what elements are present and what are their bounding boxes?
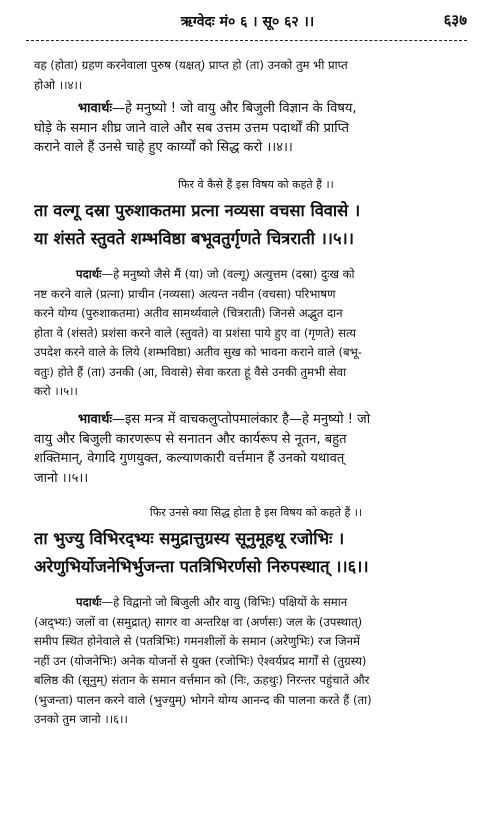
mantra-line: ता वल्गू दस्रा पुरुशाकतमा प्रत्ना नव्यसा वचसा विवासे । [34,201,361,220]
text-line: नहीं उन (योजनेभिः) अनेक योजनों से युक्त (रजोभिः) ऐश्वर्यप्रद मार्गों से (तुग्रस्य) [34,653,367,668]
text-line: भावार्थः—हे मनुष्यो ! जो वायु और बिजुली विज्ञान के विषय, [78,101,357,116]
mantra-line: या शंसते स्तुवते शम्भविष्ठा बभूवतुर्गृणते चित्रराती ।।५।। [34,229,354,248]
mantra-line: ता भुज्यु विभिरद्भ्यः समुद्रात्तुग्रस्य सूनुमूहथू रजोभिः । [34,529,345,548]
header-rule [26,40,467,41]
padartha-paragraph [34,593,478,730]
text-line: वतुः) होते हैं (ता) उनकी (आ, विवासे) सेवा करता हूं वैसे उनकी तुमभी सेवा [34,364,347,379]
text-line: होओ ।।४।। [34,77,83,92]
text-line: जानो ।।५।। [34,470,89,486]
text-line: उनको तुम जानो ।।६।। [34,712,128,726]
text-line: करने योग्य (पुरुशाकतमा) अतीव सामर्थ्यवाले (चित्रराती) जिनसे अद्भुत दान [34,306,343,320]
text-line: भावार्थः—इस मन्त्र में वाचकलुप्तोपमालंकार है—हे मनुष्यो ! जो [78,412,371,427]
opening-paragraph [34,56,478,95]
text-line: वह (होता) ग्रहण करनेवाला पुरुष (यक्षत्) प्राप्त हो (ता) उनको तुम भी प्राप्त [34,58,348,72]
text-line: (भुजन्ता) पालन करने वाले (भुज्युम्) भोगने योग्य आनन्द की पालना करते हैं (ता) [34,692,372,707]
padartha-label: पदार्थः [76,267,102,281]
bhavartha-paragraph [34,99,478,158]
text-line: (अद्भ्यः) जलों वा (समुद्रात्) सागर वा अन्तरिक्ष वा (अर्णसः) जल के (उपस्थात्) [34,614,363,629]
text-line: होता वे (शंसते) प्रशंसा करने वाले (स्तुवते) वा प्रशंसा पाये हुए वा (गृणते) सत्य [34,325,357,340]
mantra-line: अरेणुभिर्योजनेभिर्भुजन्ता पतत्रिभिरर्णसो निरुपस्थात् ।।६।। [34,557,369,576]
section-intro: फिर वे कैसे हैं इस विषय को कहते हैं ।। [178,178,334,191]
text-line: कराने वाले हैं उनसे चाहे हुए कार्य्यों को सिद्ध करो ।।४।। [34,140,293,155]
text-line: उपदेश करने वाले के लिये (शम्भविष्ठा) अतीव सुख को भावना कराने वाले (बभू- [34,345,362,359]
page-header [28,8,467,34]
text-line: बलिष्ठ की (सूनुम्) संतान के समान वर्त्तमान को (निः, ऊहथुः) निरन्तर पहुंचाते और [34,673,370,687]
running-title: ऋग्वेदः मं० ६ । सू० ६२ ।। [180,14,315,30]
mantra-verse [34,197,478,253]
text-line: समीप स्थित होनेवाले से (पतत्रिभिः) गमनशीलों के समान (अरेणुभिः) रज जिनमें [34,634,360,648]
text-line: वायु और बिजुली कारणरूप से सनातन और कार्यरूप से नूतन, बहुत [34,431,347,447]
bhavartha-label: भावार्थः [78,101,113,116]
text-line: पदार्थः—हे मनुष्यो जैसे मैं (या) जो (वल्गू) अत्युत्तम (दस्रा) दुःख को [76,267,355,281]
text-line: नष्ट करने वाले (प्रत्ना) प्राचीन (नव्यसा) अत्यन्त नवीन (वचसा) परिभाषण [34,286,336,301]
mantra-verse [34,525,478,581]
bhavartha-paragraph [34,410,478,488]
padartha-paragraph [34,265,478,402]
text-line: पदार्थः—हे विद्वानो जो बिजुली और वायु (विभिः) पक्षियों के समान [76,595,348,609]
text-line: घोड़े के समान शीघ्र जाने वाले और सब उत्तम उत्तम पदार्थों की प्राप्ति [34,120,350,136]
page-number: ६३७ [443,11,467,29]
text-line: करो ।।५।। [34,384,78,398]
bhavartha-label: भावार्थः [78,412,113,427]
text-line: शक्तिमान्, वेगादि गुणयुक्त, कल्याणकारी वर्त्तमान हैं उनको यथावत् [34,451,345,466]
padartha-label: पदार्थः [76,595,102,609]
section-intro: फिर उनसे क्या सिद्ध होता है इस विषय को कहते हैं ।। [149,506,363,519]
